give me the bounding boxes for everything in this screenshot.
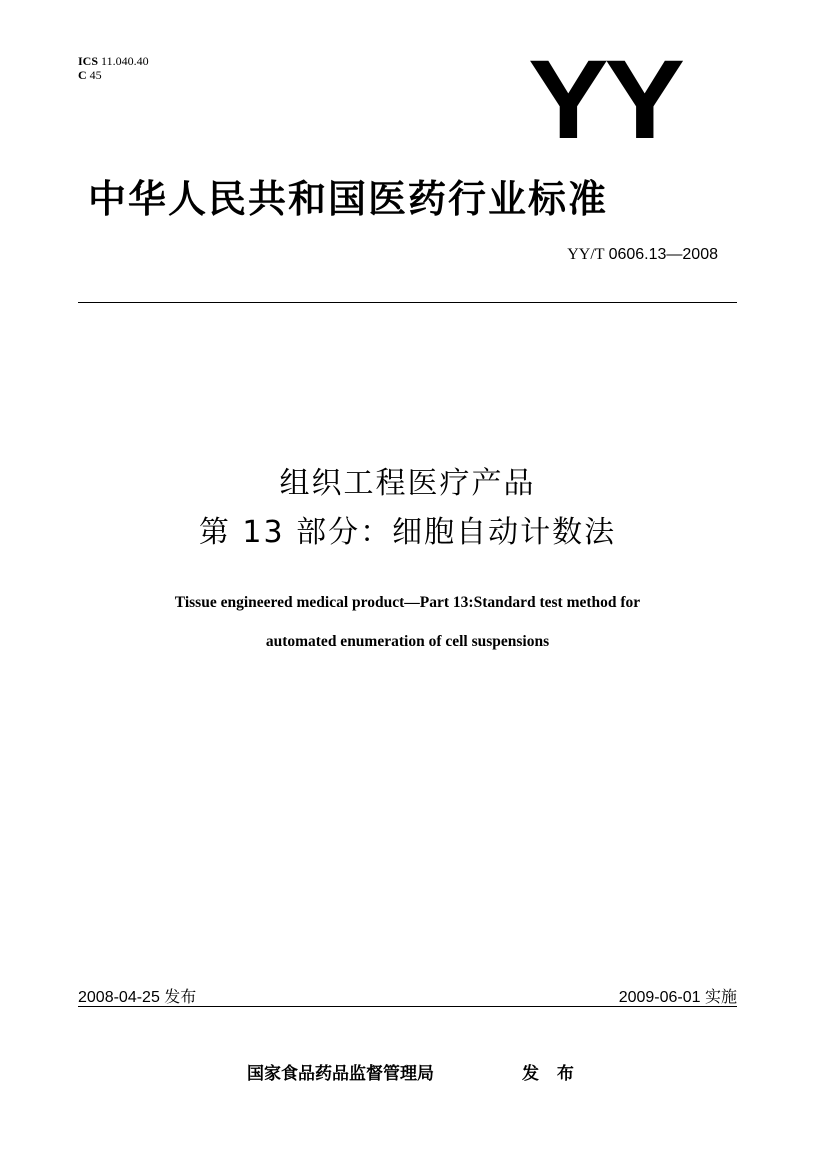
- ics-line: [78, 54, 149, 68]
- standard-code-number: 0606.13—2008: [608, 246, 718, 263]
- header-divider: [78, 302, 737, 303]
- ccs-label: C: [78, 68, 87, 82]
- yy-logo: YY: [528, 37, 681, 162]
- standard-code: [567, 246, 718, 264]
- issue-label: 发 布: [522, 1064, 580, 1084]
- ics-label: ICS: [78, 54, 99, 68]
- cn-title-line2: 第 13 部分：细胞自动计数法: [198, 515, 617, 550]
- en-title-line2: automated enumeration of cell suspensions: [265, 633, 550, 650]
- ics-code: 11.040.40: [101, 54, 149, 68]
- cn-title-line1: 组织工程医疗产品: [279, 466, 536, 501]
- effective-date: 2009-06-01 实施: [618, 989, 737, 1006]
- ccs-code: 45: [89, 68, 102, 82]
- footer-divider: [78, 1006, 737, 1007]
- classification-codes: [78, 54, 149, 82]
- en-title-line1: Tissue engineered medical product—Part 13:Standard test method for: [174, 594, 641, 611]
- standard-title: 中华人民共和国医药行业标准: [88, 177, 609, 221]
- issue-date: 2008-04-25 发布: [78, 989, 197, 1006]
- ccs-line: [78, 68, 149, 82]
- issuing-authority: 国家食品药品监督管理局: [247, 1064, 434, 1084]
- standard-code-prefix: YY/T: [567, 246, 605, 263]
